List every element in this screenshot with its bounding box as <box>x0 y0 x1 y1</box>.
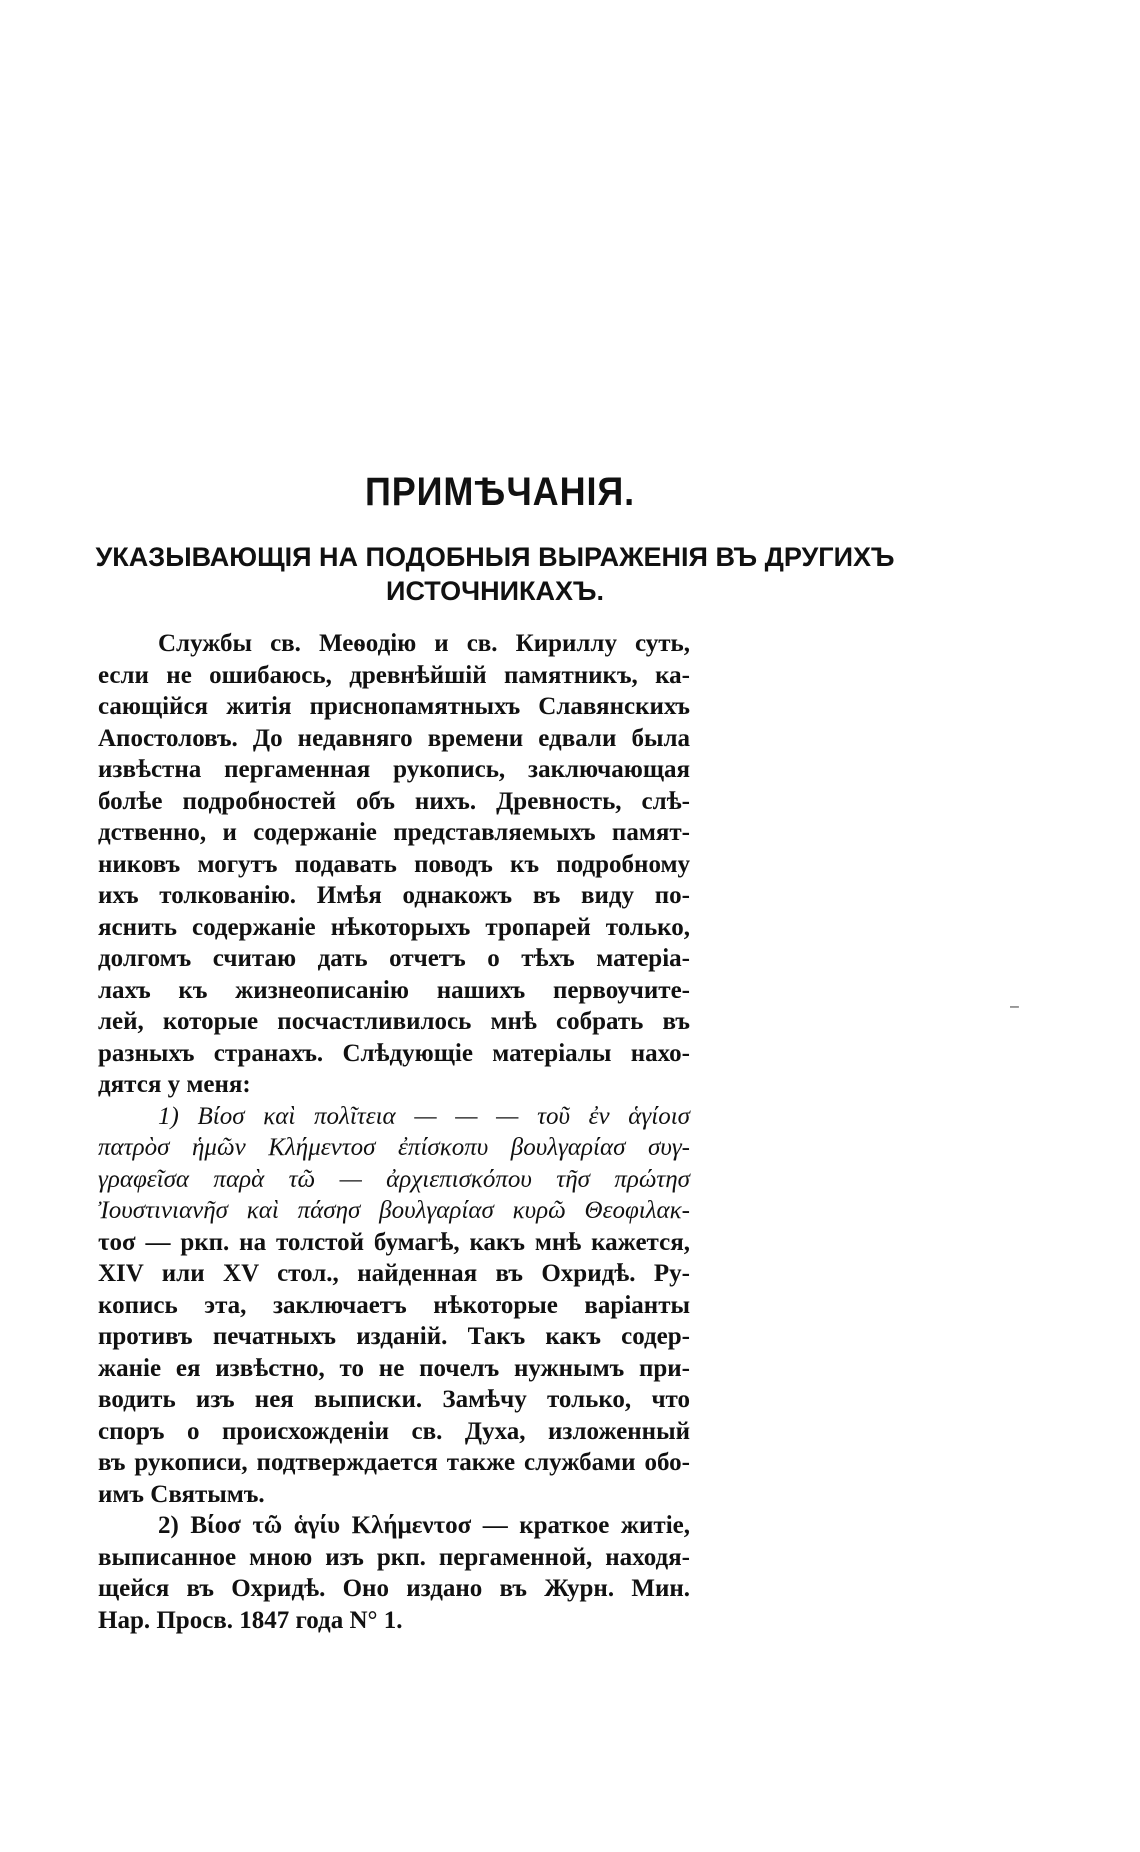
text-line: жаніе ея извѣстно, то не почелъ нужнымъ при- <box>98 1354 690 1382</box>
greek-text-line: γραφεῖσα παρὰ τῶ — ἀρχιεπισκόπου τῆσ πρώτησ <box>98 1165 690 1193</box>
text-line: водить изъ нея выписки. Замѣчу только, что <box>98 1386 690 1413</box>
subtitle-line: ИСТОЧНИКАХЪ. <box>386 576 604 606</box>
text-line: лахъ къ жизнеописанію нашихъ первоучите- <box>98 976 690 1004</box>
text-line: болѣе подробностей объ нихъ. Древность, слѣ- <box>98 787 690 815</box>
text-line: долгомъ считаю дать отчетъ о тѣхъ матеріа- <box>98 945 690 972</box>
text-line: въ рукописи, подтверждается также службами обо- <box>98 1449 690 1476</box>
greek-text-line: πατρὸσ ἡμῶν Κλήμεντοσ ἐπίσκοπυ βουλγαρίασ συγ- <box>98 1134 690 1161</box>
text-line: XIV или XV стол., найденная въ Охридѣ. Ру- <box>98 1260 690 1287</box>
text-line: разныхъ странахъ. Слѣдующіе матеріалы нахо- <box>98 1039 690 1067</box>
text-line: τοσ — ркп. на толстой бумагѣ, какъ мнѣ кажется, <box>98 1228 690 1256</box>
text-line: копись эта, заключаетъ нѣкоторые варіанты <box>98 1291 690 1319</box>
text-line: лей, которые посчастливилось мнѣ собрать въ <box>98 1008 690 1035</box>
text-line: ихъ толкованію. Имѣя однакожъ въ виду по- <box>98 882 690 909</box>
margin-dash: – <box>1010 998 1019 1015</box>
text-line: извѣстна пергаменная рукопись, заключающая <box>98 756 690 783</box>
text-line: дственно, и содержаніе представляемыхъ памят- <box>98 819 690 846</box>
text-line: противъ печатныхъ изданій. Такъ какъ содер- <box>98 1323 690 1350</box>
text-line: яснить содержаніе нѣкоторыхъ тропарей только, <box>98 913 690 941</box>
text-line: Службы св. Меѳодію и св. Кириллу суть, <box>158 630 690 657</box>
greek-text-line: Ἰουστινιανῆσ καὶ πάσησ βουλγαρίασ κυρῶ Θεοφιλακ- <box>98 1197 690 1224</box>
text-line: Апостоловъ. До недавняго времени едвали была <box>98 724 690 752</box>
page-title: ПРИМѢЧАНІЯ. <box>364 470 636 514</box>
text-line: имъ Святымъ. <box>98 1480 265 1508</box>
greek-text-line: 1) Βίοσ καὶ πολῖτεια — — — τοῦ ἐν ἁγίοισ <box>158 1102 690 1130</box>
page-subtitle <box>95 540 895 608</box>
text-line: щейся въ Охридѣ. Оно издано въ Журн. Мин. <box>98 1575 690 1602</box>
text-line: споръ о происхожденіи св. Духа, изложенный <box>98 1417 690 1445</box>
text-line: если не ошибаюсь, древнѣйшій памятникъ, ка- <box>98 661 690 689</box>
text-line: Нар. Просв. 1847 года N° 1. <box>98 1606 403 1634</box>
body-text <box>98 628 690 1636</box>
subtitle-line: УКАЗЫВАЮЩІЯ НА ПОДОБНЫЯ ВЫРАЖЕНІЯ ВЪ ДРУГИХЪ <box>95 542 895 572</box>
text-line: сающійся житія приснопамятныхъ Славянскихъ <box>98 693 690 720</box>
text-line: никовъ могутъ подавать поводъ къ подробному <box>98 850 690 878</box>
text-line: 2) Βίοσ τῶ ἁγίυ Κλήμεντοσ — краткое житіе, <box>158 1512 690 1539</box>
text-line: выписанное мною изъ ркп. пергаменной, находя- <box>98 1543 690 1571</box>
text-line: дятся у меня: <box>98 1071 251 1098</box>
